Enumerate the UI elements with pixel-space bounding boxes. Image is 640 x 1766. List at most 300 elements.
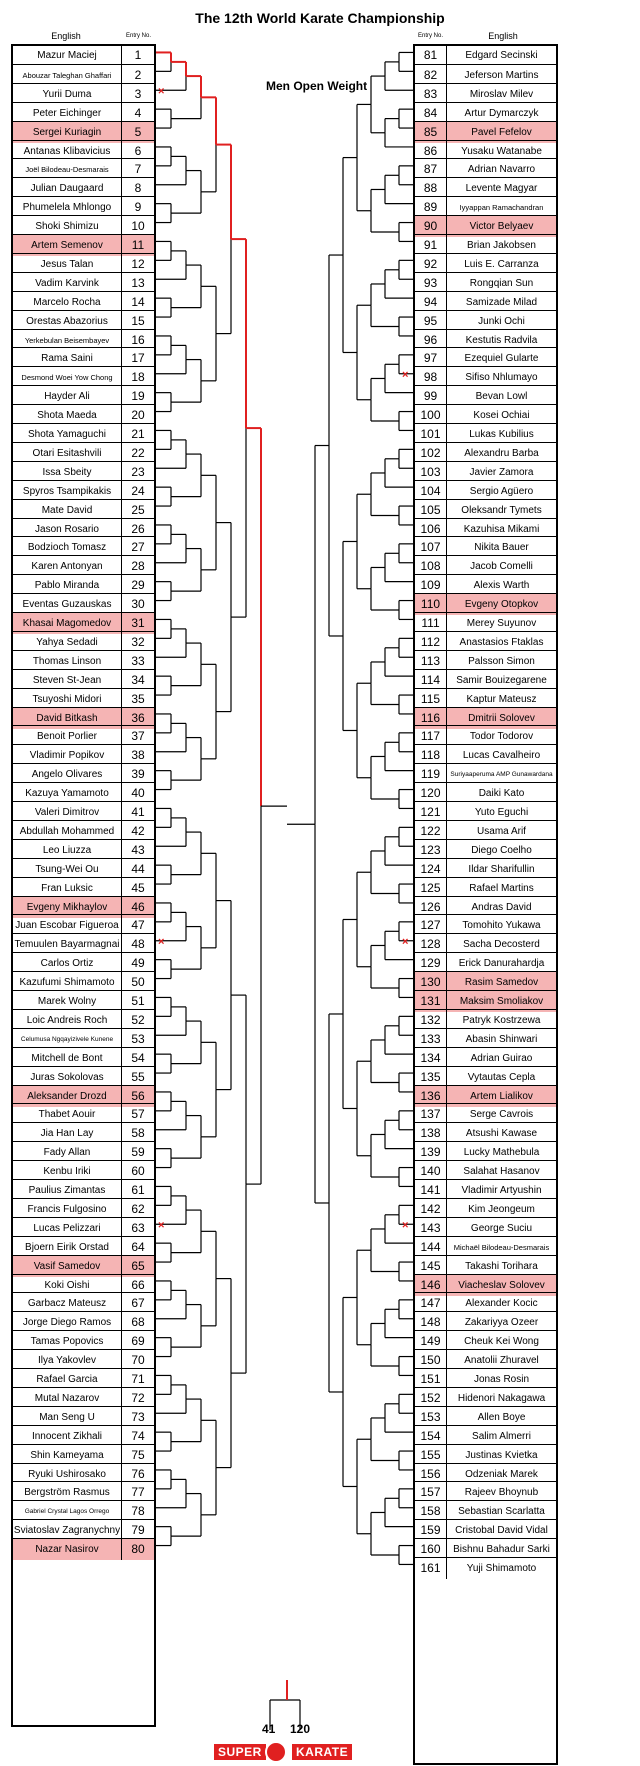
- entry-number: 128: [415, 934, 447, 955]
- entry-number: 148: [415, 1312, 447, 1333]
- entry-number: 123: [415, 840, 447, 861]
- competitor-name: Tomohito Yukawa: [462, 920, 541, 932]
- competitor-name: Kazuya Yamamoto: [13, 783, 122, 804]
- entry-number: 93: [415, 273, 447, 294]
- entry-number: 145: [415, 1256, 447, 1277]
- competitor-name: Angelo Olivares: [13, 764, 122, 785]
- entry-number: 91: [415, 235, 447, 256]
- entry-number: 149: [415, 1331, 447, 1352]
- entry-number: 131: [415, 991, 447, 1012]
- competitor-name: Serge Cavrois: [469, 1109, 534, 1121]
- entry-number: 142: [415, 1199, 447, 1220]
- competitor-name: Tsung-Wei Ou: [13, 859, 122, 880]
- competitor-name: Lucas Pelizzari: [13, 1218, 122, 1239]
- competitor-name: Eventas Guzauskas: [13, 594, 122, 615]
- competitor-name: Rajeev Bhoynub: [464, 1487, 539, 1499]
- competitor-name: Steven St-Jean: [13, 670, 122, 691]
- entry-number: 144: [415, 1237, 447, 1258]
- competitor-name: Kestutis Radvila: [465, 334, 538, 346]
- competitor-name: Alexander Kocic: [465, 1298, 538, 1310]
- entry-number: 4: [134, 105, 142, 120]
- entry-number: 114: [415, 670, 447, 691]
- entry-number: 28: [131, 559, 145, 574]
- entry-number: 156: [415, 1464, 447, 1485]
- entry-number: 18: [131, 370, 145, 385]
- competitor-name: Usama Arif: [477, 825, 526, 837]
- entry-number: 17: [131, 351, 145, 366]
- competitor-name: Peter Eichinger: [13, 103, 122, 124]
- competitor-name: Rama Saini: [13, 348, 122, 369]
- competitor-name: Bergström Rasmus: [13, 1482, 122, 1503]
- entry-number: 132: [415, 1010, 447, 1031]
- competitor-name: Cristobal David Vidal: [455, 1525, 548, 1537]
- competitor-name: Ilya Yakovlev: [13, 1350, 122, 1371]
- entry-number: 102: [415, 443, 447, 464]
- competitor-name: Anastasios Ftaklas: [459, 636, 544, 648]
- entry-number: 140: [415, 1161, 447, 1182]
- competitor-name: Kim Jeongeum: [468, 1203, 535, 1215]
- withdrawn-mark-icon: ×: [158, 935, 165, 948]
- entry-number: 62: [131, 1201, 145, 1216]
- competitor-name: Vadim Karvink: [13, 273, 122, 294]
- competitor-name: Yerkebulan Beisembayev: [13, 330, 122, 351]
- competitor-name: Samizade Milad: [465, 296, 538, 308]
- entry-number: 30: [131, 597, 145, 612]
- withdrawn-mark-icon: ×: [402, 368, 409, 381]
- fist-icon: [265, 1741, 287, 1763]
- entry-number: 48: [131, 937, 145, 952]
- entry-number: 16: [131, 332, 145, 347]
- entry-number: 27: [131, 540, 145, 555]
- entry-number: 70: [131, 1353, 145, 1368]
- competitor-name: Erick Danurahardja: [458, 958, 545, 970]
- entry-number: 31: [122, 613, 154, 634]
- competitor-name: Salim Almerri: [472, 1430, 531, 1442]
- competitor-name: Sergei Kuriagin: [13, 122, 122, 143]
- entry-number: 50: [131, 975, 145, 990]
- entry-number: 73: [131, 1409, 145, 1424]
- competitor-name: Cheuk Kei Wong: [464, 1336, 539, 1348]
- entry-number: 94: [415, 292, 447, 313]
- entry-number: 154: [415, 1426, 447, 1447]
- final-right-entry: 120: [290, 1722, 311, 1736]
- competitor-name: Sviatoslav Zagranychny: [13, 1520, 122, 1541]
- entry-number: 67: [131, 1296, 145, 1311]
- competitor-name: Daiki Kato: [478, 788, 525, 800]
- entry-number: 153: [415, 1407, 447, 1428]
- entry-number: 66: [131, 1277, 145, 1292]
- competitor-name: Benoit Porlier: [13, 726, 122, 747]
- competitor-name: Jesus Talan: [13, 254, 122, 275]
- entry-number: 125: [415, 878, 447, 899]
- competitor-name: Tamas Popovics: [13, 1331, 122, 1352]
- entry-number: 32: [131, 634, 145, 649]
- entry-number: 79: [131, 1523, 145, 1538]
- entry-number: 88: [415, 178, 447, 199]
- competitor-name: Valeri Dimitrov: [13, 802, 122, 823]
- entry-number: 33: [131, 653, 145, 668]
- entry-number: 3: [134, 86, 142, 101]
- entry-number: 76: [131, 1466, 145, 1481]
- competitor-name: Gabriel Crystal Lagos Orrego: [13, 1501, 122, 1522]
- competitor-name: Innocent Zikhali: [13, 1426, 122, 1447]
- entry-number: 124: [415, 859, 447, 880]
- final-left-entry: 41: [262, 1722, 276, 1736]
- competitor-name: Phumelela Mhlongo: [13, 197, 122, 218]
- entry-number: 136: [415, 1086, 447, 1107]
- competitor-name: Jason Rosario: [13, 519, 122, 540]
- entry-number: 11: [122, 235, 154, 256]
- competitor-name: Salahat Hasanov: [463, 1166, 540, 1178]
- competitor-name: Marek Wolny: [13, 991, 122, 1012]
- competitor-name: Rafael Martins: [469, 882, 534, 894]
- entry-number: 97: [415, 348, 447, 369]
- entry-number: 151: [415, 1369, 447, 1390]
- entry-number: 15: [131, 313, 145, 328]
- competitor-name: Hidenori Nakagawa: [457, 1392, 546, 1404]
- entry-number: 36: [122, 708, 154, 729]
- competitor-name: Shota Maeda: [13, 405, 122, 426]
- entry-number: 106: [415, 519, 447, 540]
- competitor-name: Rafael Garcia: [13, 1369, 122, 1390]
- entry-number: 45: [131, 880, 145, 895]
- entry-number: 41: [131, 805, 145, 819]
- entry-number: 56: [122, 1086, 154, 1107]
- competitor-name: Rongqian Sun: [469, 277, 534, 289]
- entry-number: 68: [131, 1315, 145, 1330]
- competitor-name: Jorge Diego Ramos: [13, 1312, 122, 1333]
- competitor-name: Orestas Abazorius: [13, 311, 122, 332]
- competitor-name: Abouzar Taleghan Ghaffari: [13, 65, 122, 86]
- competitor-name: Francis Fulgosino: [13, 1199, 122, 1220]
- competitor-name: Yurii Duma: [13, 84, 122, 105]
- competitor-name: Kazufumi Shimamoto: [13, 972, 122, 993]
- entry-number: 14: [131, 294, 145, 309]
- entry-number: 42: [131, 823, 145, 838]
- competitor-name: Iyyappan Ramachandran: [459, 203, 544, 213]
- competitor-name: Man Seng U: [13, 1407, 122, 1428]
- entry-number: 19: [131, 389, 145, 404]
- entry-number: 21: [131, 427, 145, 441]
- competitor-name: Javier Zamora: [469, 466, 534, 478]
- entry-number: 150: [415, 1350, 447, 1371]
- entry-number: 118: [415, 745, 447, 766]
- event-subtitle: Men Open Weight: [266, 79, 368, 93]
- competitor-name: Shota Yamaguchi: [13, 424, 122, 445]
- entry-number: 108: [415, 556, 447, 577]
- entry-number: 159: [415, 1520, 447, 1541]
- entry-number: 65: [122, 1256, 154, 1277]
- entry-number: 29: [131, 578, 145, 593]
- entry-number: 53: [131, 1031, 145, 1046]
- competitor-name: Miroslav Milev: [469, 88, 534, 100]
- entry-number: 105: [415, 500, 447, 521]
- entry-number: 92: [415, 254, 447, 275]
- competitor-name: Patryk Kostrzewa: [462, 1014, 541, 1026]
- entry-number: 110: [415, 594, 447, 615]
- english-header-right: English: [488, 31, 518, 41]
- competitor-name: Mate David: [13, 500, 122, 521]
- entry-number: 129: [415, 953, 447, 974]
- entry-number: 158: [415, 1501, 447, 1522]
- competitor-name: Takashi Torihara: [465, 1260, 538, 1272]
- competitor-name: Spyros Tsampikakis: [13, 481, 122, 502]
- entry-number: 101: [415, 424, 447, 445]
- competitor-name: Bevan Lowl: [475, 391, 528, 403]
- entry-number: 80: [122, 1539, 154, 1560]
- competitor-name: Atsushi Kawase: [465, 1128, 538, 1140]
- entry-number: 77: [131, 1485, 145, 1500]
- competitor-name: Yusaku Watanabe: [461, 145, 542, 157]
- competitor-name: Artem Semenov: [13, 235, 122, 256]
- competitor-name: Ryuki Ushirosako: [13, 1464, 122, 1485]
- competitor-name: Alexandru Barba: [464, 447, 539, 459]
- competitor-name: Brian Jakobsen: [467, 240, 536, 251]
- entry-no-header-right: Entry No.: [417, 33, 443, 39]
- competitor-name: Nikita Bauer: [474, 542, 529, 554]
- competitor-name: Diego Coelho: [471, 844, 532, 856]
- competitor-name: Abasin Shinwari: [465, 1033, 538, 1045]
- entry-number: 54: [131, 1050, 145, 1065]
- entry-number: 34: [131, 672, 145, 687]
- entry-number: 75: [131, 1447, 145, 1462]
- entry-number: 44: [131, 861, 145, 876]
- entry-number: 98: [415, 367, 447, 388]
- entry-number: 37: [131, 729, 145, 744]
- entry-number: 40: [131, 786, 145, 801]
- competitor-name: Yuto Eguchi: [474, 807, 529, 818]
- competitor-name: Jia Han Lay: [13, 1123, 122, 1144]
- entry-number: 12: [131, 256, 145, 271]
- competitor-name: Sergio Agüero: [469, 485, 534, 497]
- entry-number: 57: [131, 1107, 145, 1122]
- entry-number: 116: [415, 708, 447, 729]
- entry-number: 107: [415, 537, 447, 558]
- competitor-name: Nazar Nasirov: [13, 1539, 122, 1560]
- entry-number: 69: [131, 1334, 145, 1349]
- entry-number: 6: [134, 143, 142, 158]
- entry-number: 152: [415, 1388, 447, 1409]
- entry-number: 87: [415, 159, 447, 180]
- competitor-name: Hayder Ali: [13, 386, 122, 407]
- entry-number: 161: [415, 1558, 447, 1579]
- entry-number: 120: [415, 783, 447, 804]
- competitor-name: Bjoern Eirik Orstad: [13, 1237, 122, 1258]
- competitor-name: Andras David: [471, 901, 532, 913]
- entry-number: 5: [122, 122, 154, 143]
- entry-number: 51: [131, 994, 145, 1008]
- competitor-name: Koki Oishi: [13, 1275, 122, 1296]
- competitor-name: Celumusa Ngqayizivele Kunene: [13, 1029, 122, 1050]
- entry-number: 89: [415, 197, 447, 218]
- entry-number: 59: [131, 1145, 145, 1160]
- entry-number: 84: [415, 103, 447, 124]
- entry-number: 85: [415, 122, 447, 143]
- competitor-name: Mutal Nazarov: [13, 1388, 122, 1409]
- entry-number: 112: [415, 632, 447, 653]
- competitor-name: Victor Belyaev: [447, 216, 556, 237]
- entry-number: 134: [415, 1048, 447, 1069]
- competitor-name: Artem Lialikov: [447, 1086, 556, 1107]
- competitor-name: Samir Bouizegarene: [456, 674, 547, 686]
- entry-number: 160: [415, 1539, 447, 1560]
- entry-number: 137: [415, 1104, 447, 1125]
- entry-number: 143: [415, 1218, 447, 1239]
- competitor-name: Ildar Sharifullin: [468, 863, 535, 875]
- entry-number: 103: [415, 462, 447, 483]
- page-title: The 12th World Karate Championship: [195, 10, 445, 26]
- competitor-name: Lukas Kubilius: [469, 429, 534, 440]
- competitor-name: Michaël Bilodeau-Desmarais: [453, 1242, 550, 1252]
- competitor-name: Dmitrii Solovev: [447, 708, 556, 729]
- competitor-name: Maksim Smoliakov: [447, 991, 556, 1012]
- competitor-name: Julian Daugaard: [13, 178, 122, 199]
- competitor-name: Tsuyoshi Midori: [13, 689, 122, 710]
- competitor-name: Justinas Kvietka: [465, 1449, 538, 1461]
- competitor-name: Kaptur Mateusz: [466, 693, 537, 705]
- competitor-name: Khasai Magomedov: [13, 613, 122, 634]
- entry-number: 147: [415, 1293, 447, 1314]
- entry-number: 55: [131, 1069, 145, 1084]
- entry-number: 49: [131, 956, 145, 971]
- competitor-name: Temuulen Bayarmagnai: [13, 934, 122, 955]
- entry-number: 127: [415, 915, 447, 936]
- competitor-name: Desmond Woei Yow Chong: [13, 367, 122, 388]
- entry-number: 1: [134, 48, 142, 62]
- entry-number: 2: [134, 67, 142, 82]
- entry-number: 99: [415, 386, 447, 407]
- competitor-name: Jonas Rosin: [473, 1374, 530, 1385]
- competitor-name: Kazuhisa Mikami: [463, 523, 540, 535]
- entry-number: 109: [415, 575, 447, 596]
- competitor-name: Juras Sokolovas: [13, 1067, 122, 1088]
- competitor-name: Leo Liuzza: [13, 840, 122, 861]
- competitor-name: Mitchell de Bont: [13, 1048, 122, 1069]
- competitor-name: Todor Todorov: [469, 731, 534, 743]
- entry-number: 35: [131, 691, 145, 706]
- entry-number: 64: [131, 1239, 145, 1254]
- competitor-name: Junki Ochi: [478, 315, 525, 327]
- competitor-name: Palsson Simon: [468, 655, 535, 667]
- entry-number: 38: [131, 748, 145, 763]
- entry-number: 8: [134, 181, 142, 196]
- withdrawn-mark-icon: ×: [158, 1219, 165, 1232]
- competitor-name: Lucas Cavalheiro: [462, 750, 541, 762]
- entry-number: 9: [134, 200, 142, 215]
- entry-number: 58: [131, 1126, 145, 1141]
- entry-number: 83: [415, 84, 447, 105]
- competitor-name: Edgard Secinski: [465, 50, 538, 61]
- entry-number: 141: [415, 1180, 447, 1201]
- competitor-name: Sebastian Scarlatta: [458, 1506, 545, 1518]
- entry-number: 74: [131, 1428, 145, 1443]
- entry-number: 117: [415, 726, 447, 747]
- entry-number: 122: [415, 821, 447, 842]
- competitor-name: Artur Dymarczyk: [464, 107, 539, 119]
- competitor-name: Levente Magyar: [465, 183, 538, 195]
- competitor-name: Bishnu Bahadur Sarki: [453, 1544, 550, 1556]
- competitor-name: Karen Antonyan: [13, 556, 122, 577]
- competitor-name: Jeferson Martins: [464, 69, 539, 81]
- entry-number: 138: [415, 1123, 447, 1144]
- competitor-name: Paulius Zimantas: [13, 1180, 122, 1201]
- entry-number: 43: [131, 842, 145, 857]
- entry-number: 10: [131, 219, 145, 234]
- competitor-name: Garbacz Mateusz: [13, 1293, 122, 1314]
- entry-number: 126: [415, 897, 447, 918]
- competitor-name: George Suciu: [470, 1222, 533, 1234]
- competitor-name: Shin Kameyama: [13, 1445, 122, 1466]
- competitor-name: David Bitkash: [13, 708, 122, 729]
- competitor-name: Adrian Guirao: [470, 1052, 533, 1064]
- competitor-name: Alexis Warth: [473, 580, 530, 592]
- super-karate-logo: [214, 1741, 361, 1763]
- entry-number: 119: [415, 764, 447, 785]
- entry-number: 22: [131, 445, 145, 460]
- competitor-name: Vladimir Artyushin: [461, 1185, 542, 1196]
- competitor-name: Oleksandr Tymets: [461, 504, 542, 516]
- entry-number: 47: [131, 918, 145, 933]
- entry-number: 130: [415, 972, 447, 993]
- competitor-name: Yahya Sedadi: [13, 632, 122, 653]
- entry-number: 20: [131, 408, 145, 423]
- entry-number: 111: [415, 613, 447, 634]
- entry-number: 100: [415, 405, 447, 426]
- competitor-name: Pavel Fefelov: [447, 122, 556, 143]
- competitor-name: Kosei Ochiai: [473, 410, 530, 422]
- entry-number: 25: [131, 502, 145, 517]
- competitor-name: Shoki Shimizu: [13, 216, 122, 237]
- competitor-name: Thabet Aouir: [13, 1104, 122, 1125]
- entry-number: 13: [131, 275, 145, 290]
- entry-number: 39: [131, 767, 145, 782]
- entry-number: 133: [415, 1029, 447, 1050]
- competitor-name: Odzeniak Marek: [465, 1468, 538, 1480]
- competitor-name: Suriyaaperuma AMP Gunawardana: [450, 771, 553, 779]
- entry-number: 81: [415, 45, 447, 66]
- logo-text-super: SUPER: [214, 1744, 266, 1760]
- entry-number: 24: [131, 483, 145, 498]
- entry-number: 90: [415, 216, 447, 237]
- entry-number: 104: [415, 481, 447, 502]
- competitor-name: Ezequiel Gularte: [464, 353, 539, 365]
- competitor-name: Evgeny Otopkov: [447, 594, 556, 615]
- withdrawn-mark-icon: ×: [158, 85, 165, 98]
- competitor-name: Pablo Miranda: [13, 575, 122, 596]
- entry-number: 157: [415, 1482, 447, 1503]
- competitor-name: Mazur Maciej: [13, 45, 122, 66]
- competitor-name: Yuji Shimamoto: [466, 1563, 537, 1574]
- competitor-name: Fran Luksic: [13, 878, 122, 899]
- competitor-name: Lucky Mathebula: [463, 1147, 540, 1159]
- entry-number: 78: [131, 1504, 145, 1519]
- entry-number: 26: [131, 521, 145, 536]
- entry-no-header-left: Entry No.: [125, 33, 151, 39]
- competitor-name: Otari Esitashvili: [13, 443, 122, 464]
- entry-number: 82: [415, 65, 447, 86]
- entry-number: 139: [415, 1142, 447, 1163]
- competitor-name: Rasim Samedov: [447, 972, 556, 993]
- competitor-name: Viacheslav Solovev: [447, 1275, 556, 1296]
- competitor-name: Sifiso Nhlumayo: [465, 372, 538, 384]
- entry-number: 60: [131, 1164, 145, 1179]
- competitor-name: Zakariyya Ozeer: [464, 1317, 539, 1329]
- entry-number: 52: [131, 1012, 145, 1027]
- entry-number: 71: [131, 1372, 145, 1386]
- entry-number: 63: [131, 1220, 145, 1235]
- competitor-name: Loic Andreis Roch: [13, 1010, 122, 1031]
- entry-number: 115: [415, 689, 447, 710]
